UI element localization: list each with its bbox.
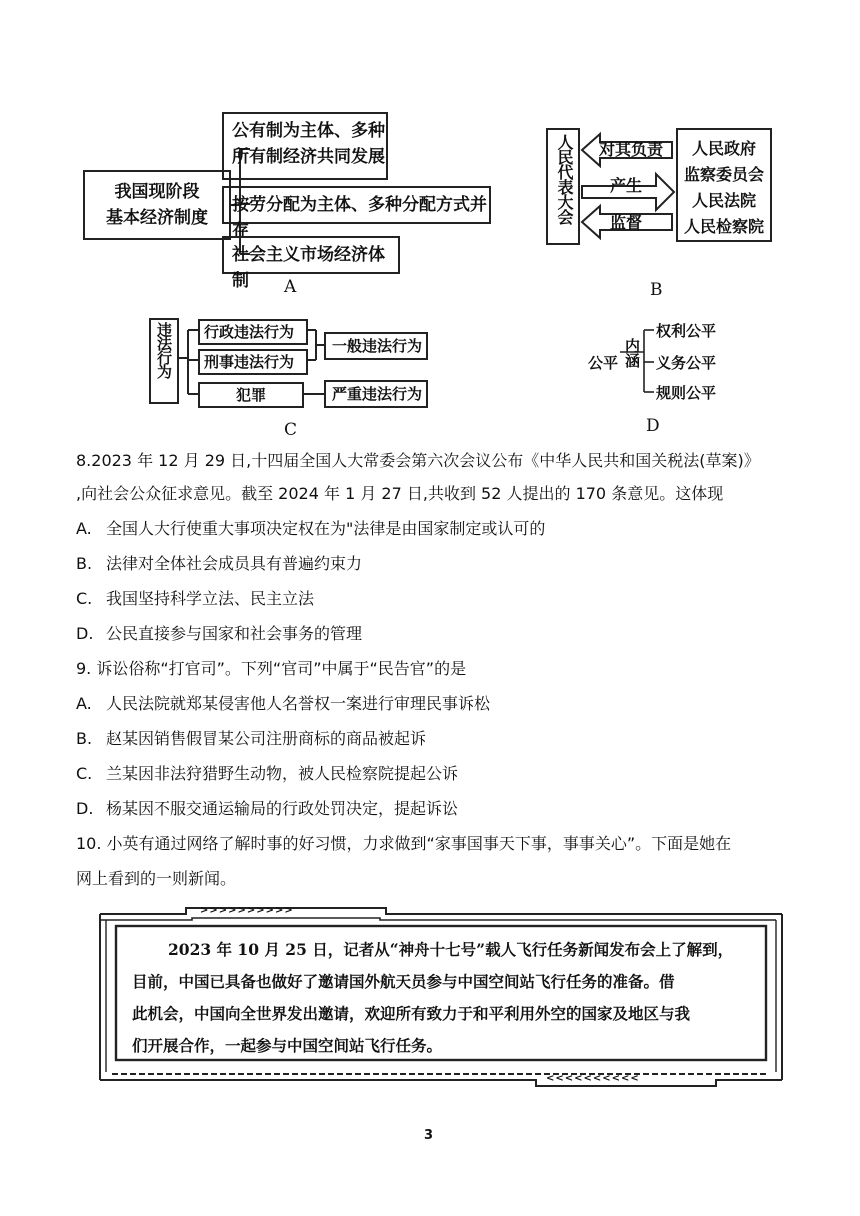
news-top-arrows: >>>>>>>>>> xyxy=(200,905,294,916)
q9-stem: 9. 诉讼俗称“打官司”。下列“官司”中属于“民告官”的是 xyxy=(76,659,467,678)
news-line-2: 目前，中国已具备也做好了邀请国外航天员参与中国空间站飞行任务的准备。借 xyxy=(132,972,675,991)
q8-stem-line-1: 8.2023 年 12 月 29 日,十四届全国人大常委会第六次会议公布《中华人民共和国关税法(草案)》 xyxy=(76,451,760,470)
q10-stem-line-1: 10. 小英有通过网络了解时事的好习惯，力求做到“家事国事天下事，事事关心”。下面是她在 xyxy=(76,834,732,853)
diagram-d-item-rules: 规则公平 xyxy=(656,384,717,402)
diagram-c-result-general: 一般违法行为 xyxy=(324,332,428,360)
news-line-4: 们开展合作，一起参与中国空间站飞行任务。 xyxy=(132,1036,443,1055)
news-line-3: 此机会，中国向全世界发出邀请，欢迎所有致力于和平利用外空的国家及地区与我 xyxy=(132,1004,691,1023)
q8-stem-line-2: ,向社会公众征求意见。截至 2024 年 1 月 27 日,共收到 52 人提出的 170 条意见。这体现 xyxy=(76,484,724,503)
q9-option-c[interactable]: C. 兰某因非法狩猎野生动物，被人民检察院提起公诉 xyxy=(76,764,459,783)
diagram-b-caption: B xyxy=(650,280,663,300)
q8-option-a[interactable]: A. 全国人大行使重大事项决定权在为"法律是由国家制定或认可的 xyxy=(76,519,546,538)
news-bottom-arrows: <<<<<<<<<< xyxy=(546,1073,640,1084)
news-body xyxy=(132,934,772,1062)
diagram-a-branch-3: 社会主义市场经济体制 xyxy=(222,236,400,274)
q8-option-b[interactable]: B. 法律对全体社会成员具有普遍约束力 xyxy=(76,554,363,573)
diagram-b-arrow-supervise: 监督 xyxy=(610,213,643,232)
diagram-b-arrow-responsible: 对其负责 xyxy=(599,140,664,159)
q10-stem-line-2: 网上看到的一则新闻。 xyxy=(76,869,237,888)
diagram-a-branch-2: 按劳分配为主体、多种分配方式并存 xyxy=(222,186,491,224)
diagram-d-item-rights: 权利公平 xyxy=(656,322,717,340)
diagram-d-connectors xyxy=(618,322,658,402)
diagram-d-middle: 内涵 xyxy=(623,338,641,368)
diagram-d-root: 公平 xyxy=(588,354,619,372)
diagram-b-arrow-produce: 产生 xyxy=(610,176,643,195)
diagram-d-item-duties: 义务公平 xyxy=(656,354,717,372)
diagram-b-congress xyxy=(546,128,580,245)
diagram-a-branch-1: 公有制为主体、多种 所有制经济共同发展 xyxy=(222,112,388,180)
diagram-c-item-crime: 犯罪 xyxy=(198,382,304,408)
diagram-a-root: 我国现阶段 基本经济制度 xyxy=(83,170,231,240)
q8-option-c[interactable]: C. 我国坚持科学立法、民主立法 xyxy=(76,589,315,608)
q9-option-d[interactable]: D. 杨某因不服交通运输局的行政处罚决定，提起诉讼 xyxy=(76,799,459,818)
diagram-c-result-serious: 严重违法行为 xyxy=(324,380,428,408)
diagram-b-congress-label: 人民代表大会 xyxy=(555,134,574,224)
q9-option-b[interactable]: B. 赵某因销售假冒某公司注册商标的商品被起诉 xyxy=(76,729,427,748)
diagram-d-caption: D xyxy=(646,416,660,436)
diagram-c-left: 违法行为 xyxy=(149,318,179,404)
diagram-c-item-criminal: 刑事违法行为 xyxy=(198,349,308,375)
news-line-1: 2023 年 10 月 25 日，记者从“神舟十七号”载人飞行任务新闻发布会上了解到， xyxy=(168,940,734,959)
diagram-b-organs: 人民政府 监察委员会 人民法院 人民检察院 xyxy=(676,128,772,242)
q8-option-d[interactable]: D. 公民直接参与国家和社会事务的管理 xyxy=(76,624,363,643)
diagram-c-item-admin: 行政违法行为 xyxy=(198,319,308,345)
diagram-a-caption: A xyxy=(284,277,297,297)
diagram-c-caption: C xyxy=(284,420,298,440)
page-number: 3 xyxy=(424,1128,434,1143)
q9-option-a[interactable]: A. 人民法院就郑某侵害他人名誉权一案进行审理民事诉松 xyxy=(76,694,491,713)
